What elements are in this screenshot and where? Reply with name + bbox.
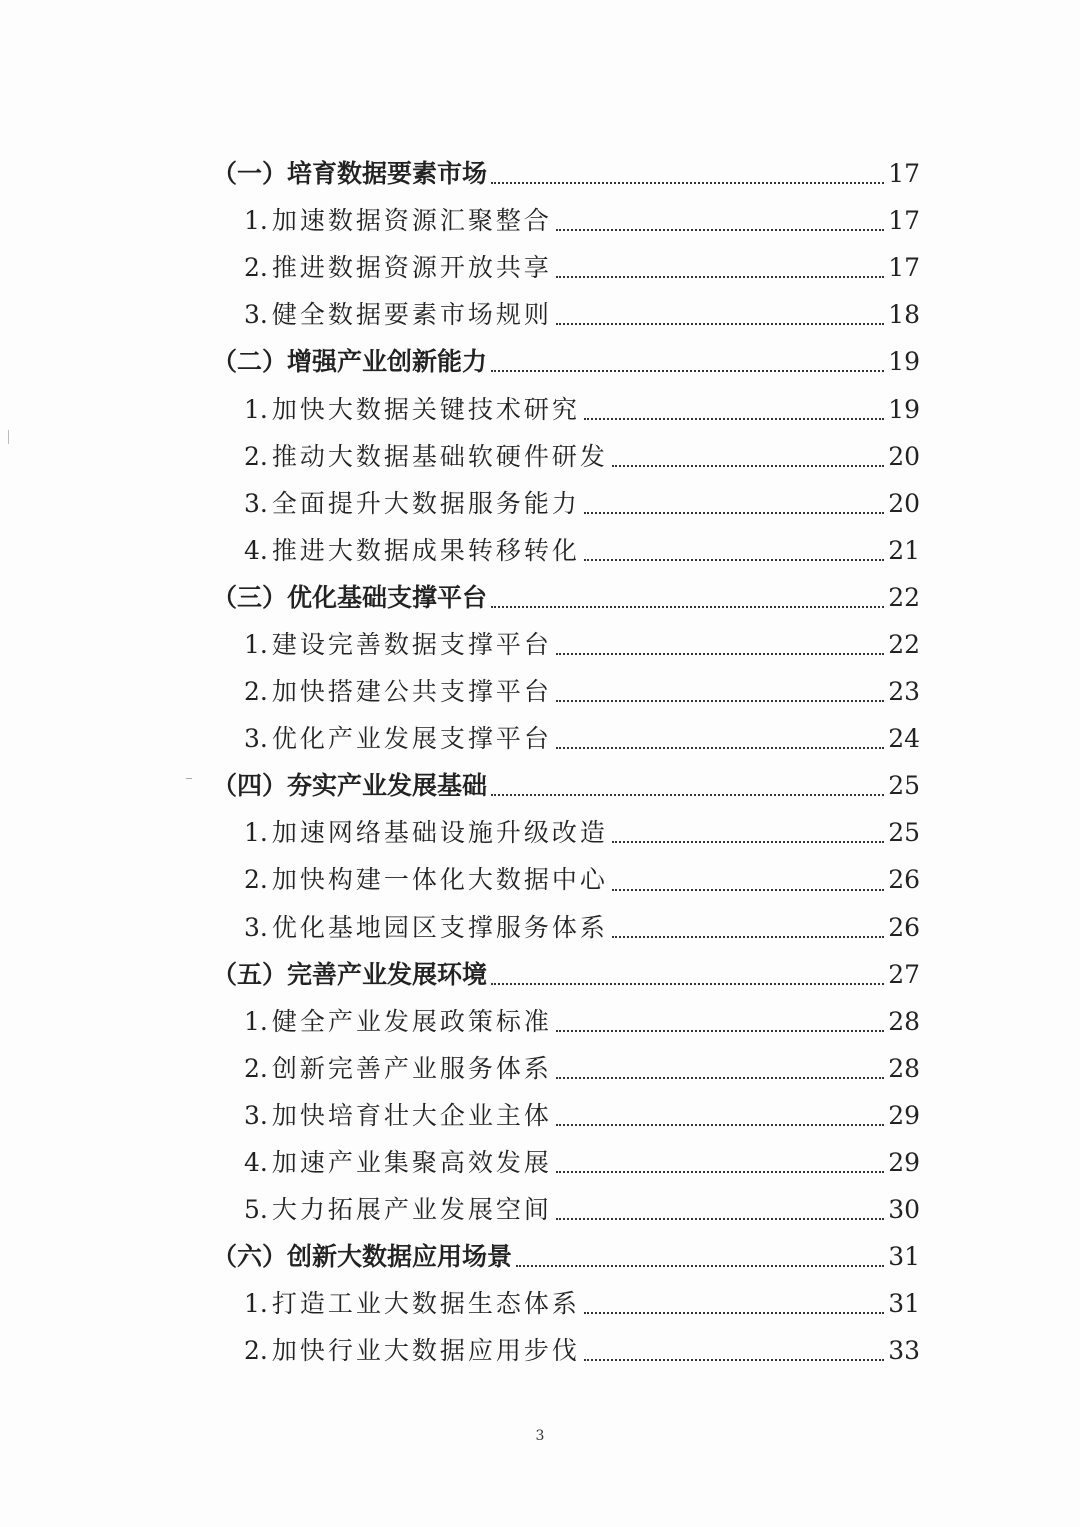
toc-entry-number: 1. <box>244 818 268 848</box>
table-of-contents <box>212 150 920 1374</box>
toc-entry-page-number: 17 <box>888 159 920 189</box>
scan-margin-mark <box>186 778 192 779</box>
toc-entry-page-number: 20 <box>888 441 920 471</box>
toc-section-entry <box>212 338 920 385</box>
toc-entry-title: 建设完善数据支撑平台 <box>271 629 552 659</box>
toc-entry-page-number: 25 <box>888 771 920 801</box>
toc-entry-number: 2. <box>244 865 268 895</box>
toc-item-entry <box>212 527 920 574</box>
dot-leader <box>556 1122 884 1126</box>
toc-item-entry <box>212 668 920 715</box>
dot-leader <box>556 1216 884 1220</box>
toc-entry-page-number: 20 <box>888 488 920 518</box>
toc-section-entry <box>212 1233 920 1280</box>
toc-entry-page-number: 28 <box>888 1006 920 1036</box>
toc-entry-number: 3. <box>244 488 268 518</box>
toc-entry-number: 1. <box>244 629 268 659</box>
toc-item-entry <box>212 1045 920 1092</box>
dot-leader <box>556 745 884 749</box>
toc-entry-title: 加速产业集聚高效发展 <box>271 1148 552 1178</box>
toc-entry-number: 4. <box>244 535 268 565</box>
toc-entry-number: 3. <box>244 912 268 942</box>
toc-entry-title: 加快大数据关键技术研究 <box>271 394 580 424</box>
toc-entry-page-number: 18 <box>888 300 920 330</box>
toc-entry-title: 加快构建一体化大数据中心 <box>271 865 608 895</box>
toc-item-entry <box>212 856 920 903</box>
dot-leader <box>612 934 884 938</box>
dot-leader <box>491 180 884 184</box>
dot-leader <box>612 463 884 467</box>
dot-leader <box>584 510 884 514</box>
toc-entry-page-number: 29 <box>888 1148 920 1178</box>
dot-leader <box>491 604 884 608</box>
dot-leader <box>556 698 884 702</box>
toc-entry-title: 加快搭建公共支撑平台 <box>271 677 552 707</box>
toc-entry-page-number: 26 <box>888 912 920 942</box>
dot-leader <box>491 981 884 985</box>
toc-entry-number: 3. <box>244 300 268 330</box>
toc-item-entry <box>212 809 920 856</box>
toc-item-entry <box>212 904 920 951</box>
toc-entry-title: 加速数据资源汇聚整合 <box>271 206 552 236</box>
toc-section-entry <box>212 150 920 197</box>
toc-item-entry <box>212 1139 920 1186</box>
toc-item-entry <box>212 480 920 527</box>
toc-item-entry <box>212 1186 920 1233</box>
toc-entry-number: 2. <box>244 1053 268 1083</box>
toc-entry-page-number: 22 <box>888 629 920 659</box>
toc-item-entry <box>212 1092 920 1139</box>
toc-entry-number: 2. <box>244 677 268 707</box>
toc-entry-page-number: 30 <box>888 1195 920 1225</box>
dot-leader <box>491 368 884 372</box>
toc-entry-page-number: 22 <box>888 582 920 612</box>
toc-entry-page-number: 31 <box>888 1289 920 1319</box>
dot-leader <box>491 792 884 796</box>
toc-entry-page-number: 19 <box>888 347 920 377</box>
dot-leader <box>516 1263 884 1267</box>
toc-entry-title: 健全数据要素市场规则 <box>271 300 552 330</box>
dot-leader <box>556 274 884 278</box>
toc-entry-page-number: 31 <box>888 1242 920 1272</box>
dot-leader <box>556 1169 884 1173</box>
dot-leader <box>584 416 884 420</box>
toc-entry-title: 创新完善产业服务体系 <box>271 1053 552 1083</box>
toc-entry-title: （六）创新大数据应用场景 <box>212 1242 513 1272</box>
toc-entry-title: 推进数据资源开放共享 <box>271 253 552 283</box>
toc-entry-title: 大力拓展产业发展空间 <box>271 1195 552 1225</box>
toc-item-entry <box>212 433 920 480</box>
dot-leader <box>556 1075 884 1079</box>
toc-entry-title: 推进大数据成果转移转化 <box>271 535 580 565</box>
toc-entry-number: 1. <box>244 206 268 236</box>
toc-item-entry <box>212 244 920 291</box>
toc-section-entry <box>212 762 920 809</box>
toc-entry-page-number: 17 <box>888 253 920 283</box>
toc-item-entry <box>212 1327 920 1374</box>
toc-entry-title: 优化产业发展支撑平台 <box>271 724 552 754</box>
toc-entry-page-number: 29 <box>888 1100 920 1130</box>
dot-leader <box>556 227 884 231</box>
toc-entry-number: 1. <box>244 394 268 424</box>
toc-entry-page-number: 23 <box>888 677 920 707</box>
toc-section-entry <box>212 574 920 621</box>
toc-entry-number: 1. <box>244 1006 268 1036</box>
toc-entry-page-number: 33 <box>888 1336 920 1366</box>
toc-entry-page-number: 26 <box>888 865 920 895</box>
dot-leader <box>584 1310 884 1314</box>
scan-margin-mark <box>8 430 9 444</box>
toc-entry-title: 加快行业大数据应用步伐 <box>271 1336 580 1366</box>
toc-entry-title: 打造工业大数据生态体系 <box>271 1289 580 1319</box>
dot-leader <box>612 839 884 843</box>
toc-entry-number: 5. <box>244 1195 268 1225</box>
toc-item-entry <box>212 715 920 762</box>
toc-entry-number: 4. <box>244 1148 268 1178</box>
toc-item-entry <box>212 291 920 338</box>
toc-entry-title: 加速网络基础设施升级改造 <box>271 818 608 848</box>
toc-entry-title: 加快培育壮大企业主体 <box>271 1100 552 1130</box>
toc-entry-page-number: 24 <box>888 724 920 754</box>
toc-entry-number: 3. <box>244 724 268 754</box>
toc-entry-title: 推动大数据基础软硬件研发 <box>271 441 608 471</box>
toc-item-entry <box>212 998 920 1045</box>
toc-entry-title: 优化基地园区支撑服务体系 <box>271 912 608 942</box>
toc-entry-title: 健全产业发展政策标准 <box>271 1006 552 1036</box>
toc-entry-title: （一）培育数据要素市场 <box>212 159 488 189</box>
toc-entry-number: 2. <box>244 441 268 471</box>
toc-entry-number: 3. <box>244 1100 268 1130</box>
dot-leader <box>584 557 884 561</box>
toc-entry-page-number: 17 <box>888 206 920 236</box>
dot-leader <box>612 887 884 891</box>
toc-entry-page-number: 27 <box>888 959 920 989</box>
toc-item-entry <box>212 1280 920 1327</box>
toc-item-entry <box>212 197 920 244</box>
page-number: 3 <box>535 1428 545 1444</box>
toc-entry-number: 2. <box>244 253 268 283</box>
dot-leader <box>556 1028 884 1032</box>
toc-entry-number: 2. <box>244 1336 268 1366</box>
toc-entry-page-number: 21 <box>888 535 920 565</box>
toc-entry-page-number: 19 <box>888 394 920 424</box>
toc-entry-title: （五）完善产业发展环境 <box>212 959 488 989</box>
toc-section-entry <box>212 951 920 998</box>
dot-leader <box>584 1357 884 1361</box>
toc-entry-title: （二）增强产业创新能力 <box>212 347 488 377</box>
toc-entry-number: 1. <box>244 1289 268 1319</box>
toc-item-entry <box>212 621 920 668</box>
toc-item-entry <box>212 385 920 432</box>
dot-leader <box>556 651 884 655</box>
toc-entry-title: （三）优化基础支撑平台 <box>212 582 488 612</box>
toc-entry-title: （四）夯实产业发展基础 <box>212 771 488 801</box>
toc-entry-page-number: 25 <box>888 818 920 848</box>
dot-leader <box>556 321 884 325</box>
toc-entry-page-number: 28 <box>888 1053 920 1083</box>
toc-entry-title: 全面提升大数据服务能力 <box>271 488 580 518</box>
